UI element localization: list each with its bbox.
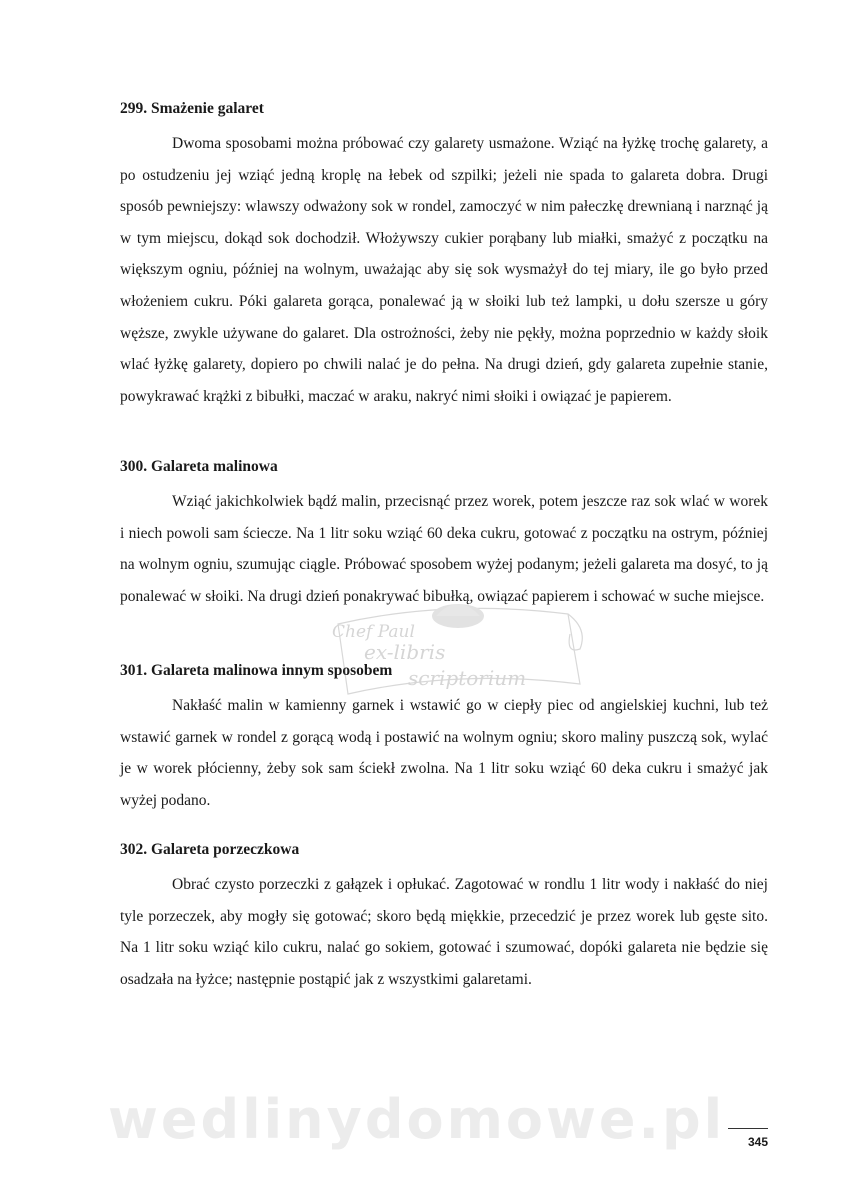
recipe-text: Obrać czysto porzeczki z gałązek i opłukać. Zagotować w rondlu 1 litr wody i nakłaść do niej tyle porzeczek, aby mogły się gotować; skoro będą miękkie, przecedzić je przez worek lub gęste sito. Na 1 litr soku wziąć kilo cukru, nalać go sokiem, gotować i szumować, dopóki galareta nie będzie się osadzała na łyżce; następnie postąpić jak z wszystkimi galaretami. — [120, 876, 768, 988]
stamp-line-2: ex-libris — [364, 640, 446, 664]
recipe-text: Wziąć jakichkolwiek bądź malin, przecisnąć przez worek, potem jeszcze raz sok wlać w worek i niech powoli sam ściecze. Na 1 litr soku wziąć 60 deka cukru, gotować z początku na ostrym, później na wolnym ogniu, szumując ciągle. Próbować sposobem wyżej podanym; jeżeli galareta ma dosyć, to ją ponalewać w słoiki. Na drugi dzień ponakrywać bibułką, owiązać papierem i schować w suche miejsce. — [120, 493, 768, 605]
page-number: 345 — [747, 1135, 768, 1149]
recipe-title: 301. Galareta malinowa innym sposobem — [120, 662, 393, 679]
recipe-text: Nakłaść malin w kamienny garnek i wstawić go w ciepły piec od angielskiej kuchni, lub też wstawić garnek w rondel z gorącą wodą i postawić na wolnym ogniu; skoro maliny puszczą sok, wylać je w worek płócienny, żeby sok sam ściekł zwolna. Na 1 litr soku wziąć 60 deka cukru i smażyć jak wyżej podano. — [120, 697, 768, 809]
recipe-299 — [120, 99, 768, 412]
page-number-rule — [728, 1128, 768, 1129]
stamp-line-3: scriptorium — [408, 666, 527, 690]
site-watermark: wedlinydomowe.pl — [108, 1088, 726, 1151]
recipe-title: 300. Galareta malinowa — [120, 458, 278, 475]
recipe-300 — [120, 457, 768, 612]
recipe-301 — [120, 661, 768, 816]
recipe-302 — [120, 840, 768, 995]
stamp-line-1: Chef Paul — [332, 622, 415, 642]
recipe-title: 299. Smażenie galaret — [120, 100, 264, 117]
recipe-title: 302. Galareta porzeczkowa — [120, 841, 300, 858]
recipe-text: Dwoma sposobami można próbować czy galarety usmażone. Wziąć na łyżkę trochę galarety, a po ostudzeniu jej wziąć jedną kroplę na łebek od szpilki; jeżeli nie spada to galareta dobra. Drugi sposób pewniejszy: wlawszy odważony sok w rondel, zamoczyć w nim pałeczkę drewnianą i narznąć ją w tym miejscu, dokąd sok dochodził. Włożywszy cukier porąbany lub miałki, smażyć z początku na większym ogniu, później na wolnym, uważając aby się sok wysmażył do tej miary, ile go było przed włożeniem cukru. Póki galareta gorąca, ponalewać ją w słoiki lub też lampki, u dołu szersze u góry węższe, zwykle używane do galaret. Dla ostrożności, żeby nie pękły, można poprzednio w każdy słoik wlać łyżkę galarety, dopiero po chwili nalać je do pełna. Na drugi dzień, gdy galareta zupełnie stanie, powykrawać krążki z bibułki, maczać w araku, nakryć nimi słoiki i owiązać je papierem. — [120, 135, 768, 405]
